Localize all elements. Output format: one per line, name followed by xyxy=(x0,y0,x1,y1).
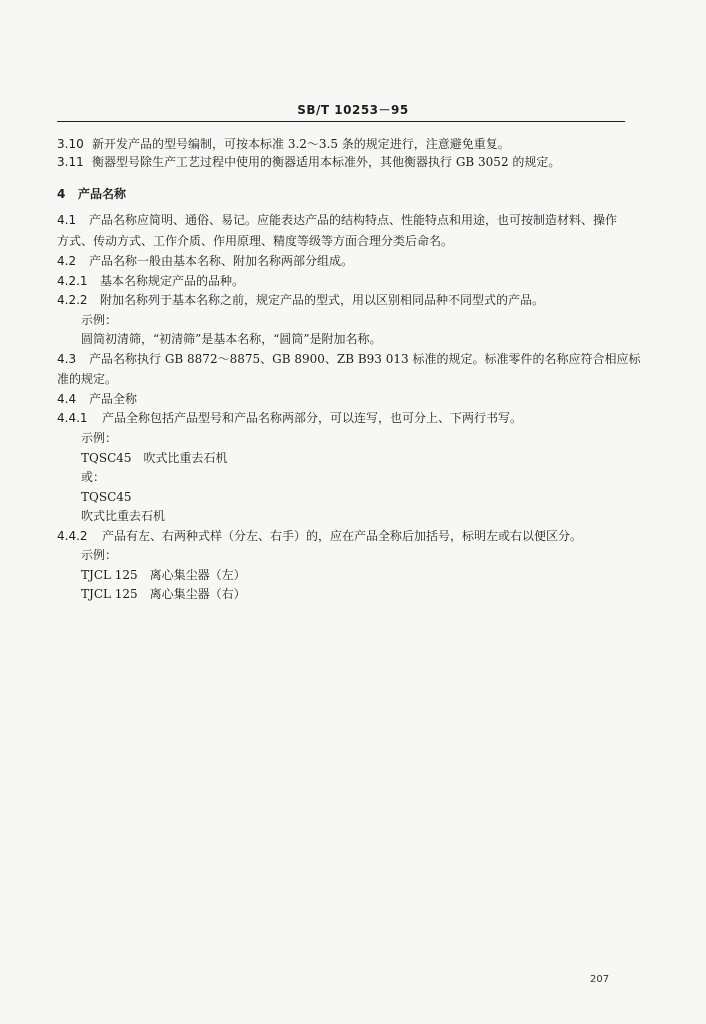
clause-text: 产品全称包括产品型号和产品名称两部分，可以连写，也可分上、下两行书写。 xyxy=(102,411,523,425)
example-line: TJCL 125 离心集尘器（左） xyxy=(81,568,246,582)
section-title: 产品名称 xyxy=(78,187,127,201)
clause-title: 产品全称 xyxy=(89,392,138,406)
clause-3-11 xyxy=(57,155,560,169)
clause-text: 新开发产品的型号编制，可按本标准 3.2～3.5 条的规定进行，注意避免重复。 xyxy=(92,137,510,151)
clause-number: 3.10 xyxy=(57,137,84,151)
clause-4-2-1 xyxy=(57,274,244,288)
clause-text: 衡器型号除生产工艺过程中使用的衡器适用本标准外，其他衡器执行 GB 3052 的规定。 xyxy=(92,155,561,169)
clause-4-4 xyxy=(57,392,137,406)
clause-number: 4.2.1 xyxy=(57,274,88,288)
header-rule xyxy=(57,121,625,122)
clause-text: 产品有左、右两种式样（分左、右手）的，应在产品全称后加括号，标明左或右以便区分。 xyxy=(102,529,583,543)
example-line: TJCL 125 离心集尘器（右） xyxy=(81,587,246,601)
clause-4-2 xyxy=(57,254,353,268)
example-text: 圆筒初清筛，“初清筛”是基本名称，“圆筒”是附加名称。 xyxy=(81,332,382,346)
clause-number: 4.4 xyxy=(57,392,77,406)
clause-number: 3.11 xyxy=(57,155,84,169)
clause-number: 4.2 xyxy=(57,254,77,268)
clause-4-3 xyxy=(57,352,640,366)
clause-4-1-cont: 方式、传动方式、工作介质、作用原理、精度等级等方面合理分类后命名。 xyxy=(57,234,454,248)
clause-text: 产品名称执行 GB 8872～8875、GB 8900、ZB B93 013 标准的规定。标准零件的名称应符合相应标 xyxy=(89,352,641,366)
example-line: TQSC45 xyxy=(81,490,132,504)
clause-4-4-1 xyxy=(57,411,522,425)
clause-number: 4.4.1 xyxy=(57,411,88,425)
clause-text: 基本名称规定产品的品种。 xyxy=(100,274,245,288)
example-label: 示例： xyxy=(81,431,118,445)
clause-text: 产品名称一般由基本名称、附加名称两部分组成。 xyxy=(89,254,354,268)
clause-number: 4.4.2 xyxy=(57,529,88,543)
clause-text: 产品名称应简明、通俗、易记。应能表达产品的结构特点、性能特点和用途，也可按制造材料、操作 xyxy=(89,213,618,227)
example-line: 或： xyxy=(81,470,106,484)
clause-4-1 xyxy=(57,213,617,227)
page-number: 207 xyxy=(590,974,610,985)
section-number: 4 xyxy=(57,187,66,201)
example-line: 吹式比重去石机 xyxy=(81,509,166,523)
standard-number-header: SB/T 10253－95 xyxy=(297,103,409,117)
clause-3-10 xyxy=(57,137,510,151)
section-4-heading xyxy=(57,187,126,201)
clause-4-2-2 xyxy=(57,293,544,307)
clause-4-4-2 xyxy=(57,529,582,543)
clause-number: 4.3 xyxy=(57,352,77,366)
clause-number: 4.2.2 xyxy=(57,293,88,307)
example-label: 示例： xyxy=(81,313,118,327)
example-label: 示例： xyxy=(81,548,118,562)
clause-4-3-cont: 准的规定。 xyxy=(57,372,118,386)
example-line: TQSC45 吹式比重去石机 xyxy=(81,451,228,465)
clause-text: 附加名称列于基本名称之前，规定产品的型式，用以区别相同品种不同型式的产品。 xyxy=(100,293,545,307)
clause-number: 4.1 xyxy=(57,213,77,227)
